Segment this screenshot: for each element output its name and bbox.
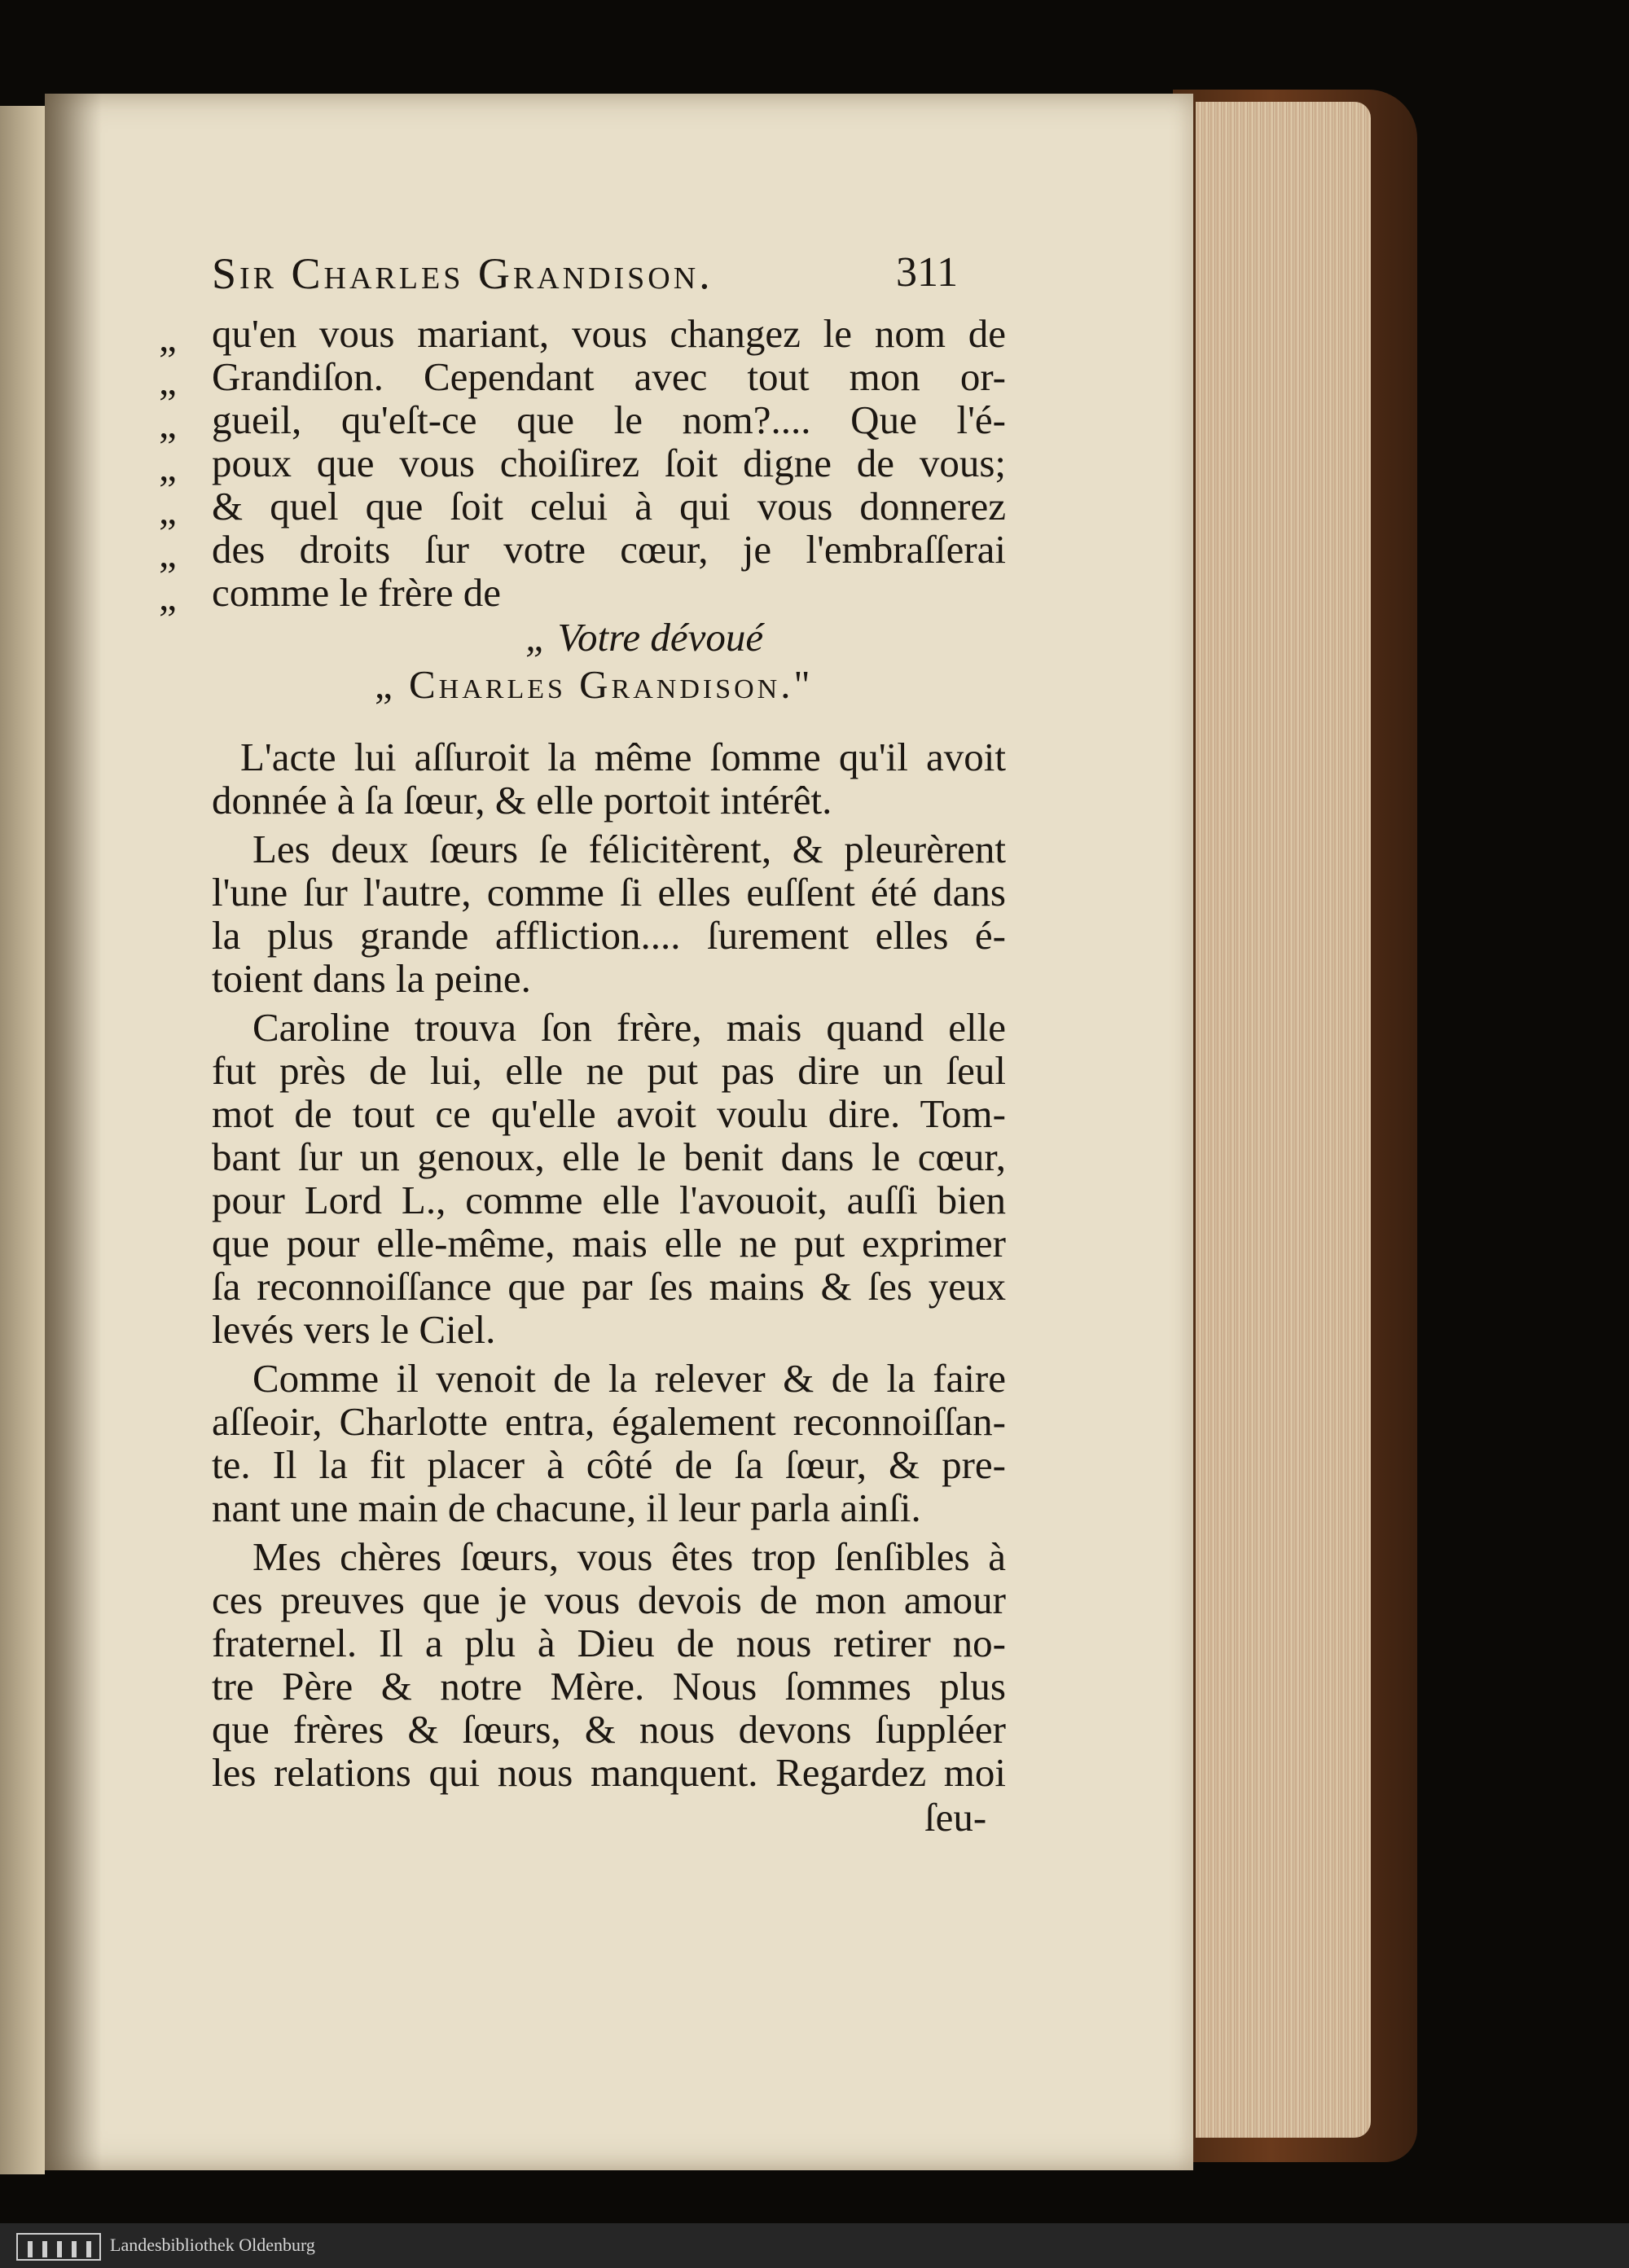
paragraph-line: fraternel. Il a plu à Dieu de nous retirer no-: [212, 1621, 1006, 1665]
quote-mark: „: [159, 574, 177, 619]
signature-name: „ Charles Grandison.": [375, 662, 814, 707]
library-name: Landesbibliothek Oldenburg: [110, 2235, 315, 2255]
quote-mark: „: [159, 531, 177, 576]
book-page: [45, 94, 1193, 2170]
paragraph-line: Caroline trouva ſon frère, mais quand elle: [252, 1005, 1006, 1050]
catchword: ſeu-: [924, 1795, 987, 1840]
paragraph-line: Les deux ſœurs ſe félicitèrent, & pleurèrent: [252, 827, 1006, 871]
page-number: 311: [896, 249, 959, 296]
paragraph-line: pour Lord L., comme elle l'avouoit, auſſi bien: [212, 1178, 1006, 1222]
paragraph-line: que pour elle-même, mais elle ne put exprimer: [212, 1221, 1006, 1266]
paragraph-line: nant une main de chacune, il leur parla ainſi.: [212, 1485, 921, 1530]
quote-mark: „: [159, 445, 177, 489]
page-edges: [1196, 102, 1371, 2138]
paragraph-line: donnée à ſa ſœur, & elle portoit intérêt.: [212, 778, 832, 823]
paragraph-line: toient dans la peine.: [212, 956, 531, 1001]
paragraph-line: aſſeoir, Charlotte entra, également reconnoiſſan-: [212, 1399, 1006, 1444]
paragraph-line: levés vers le Ciel.: [212, 1307, 496, 1352]
quote-mark: „: [159, 401, 177, 446]
paragraph-line: bant ſur un genoux, elle le benit dans le cœur,: [212, 1134, 1006, 1179]
quote-line: Grandiſon. Cependant avec tout mon or-: [212, 354, 1006, 399]
running-title: Sir Charles Grandison.: [212, 249, 714, 298]
quote-line: poux que vous choiſirez ſoit digne de vous;: [212, 441, 1006, 485]
quote-mark: „: [159, 358, 177, 403]
footer-bar: [0, 2223, 1629, 2268]
paragraph-line: fut près de lui, elle ne put pas dire un ſeul: [212, 1048, 1006, 1093]
quote-line: comme le frère de: [212, 570, 502, 615]
quote-line: des droits ſur votre cœur, je l'embraſſerai: [212, 527, 1006, 572]
signature-closing: „ Votre dévoué: [525, 615, 764, 660]
paragraph-line: L'acte lui aſſuroit la même ſomme qu'il avoit: [240, 735, 1006, 779]
paragraph-line: ſa reconnoiſſance que par ſes mains & ſes yeux: [212, 1264, 1006, 1309]
quote-mark: „: [159, 488, 177, 533]
paragraph-line: mot de tout ce qu'elle avoit voulu dire. Tom-: [212, 1091, 1006, 1136]
paragraph-line: que frères & ſœurs, & nous devons ſuppléer: [212, 1707, 1006, 1752]
paragraph-line: te. Il la fit placer à côté de ſa ſœur, & pre-: [212, 1442, 1006, 1487]
library-building-icon: [16, 2233, 101, 2261]
paragraph-line: l'une ſur l'autre, comme ſi elles euſſent été dans: [212, 870, 1006, 915]
paragraph-line: ces preuves que je vous devois de mon amour: [212, 1577, 1006, 1622]
paragraph-line: la plus grande affliction.... ſurement elles é-: [212, 913, 1006, 958]
paragraph-line: Comme il venoit de la relever & de la faire: [252, 1356, 1006, 1401]
quote-line: & quel que ſoit celui à qui vous donnerez: [212, 484, 1006, 529]
paragraph-line: Mes chères ſœurs, vous êtes trop ſenſibles à: [252, 1534, 1006, 1579]
paragraph-line: tre Père & notre Mère. Nous ſommes plus: [212, 1664, 1006, 1709]
left-page-edge: [0, 106, 45, 2174]
quote-line: gueil, qu'eſt-ce que le nom?.... Que l'é-: [212, 397, 1006, 442]
quote-mark: „: [159, 315, 177, 360]
page-text: [45, 94, 1193, 2170]
paragraph-line: les relations qui nous manquent. Regardez moi: [212, 1750, 1006, 1795]
quote-line: qu'en vous mariant, vous changez le nom de: [212, 311, 1006, 356]
